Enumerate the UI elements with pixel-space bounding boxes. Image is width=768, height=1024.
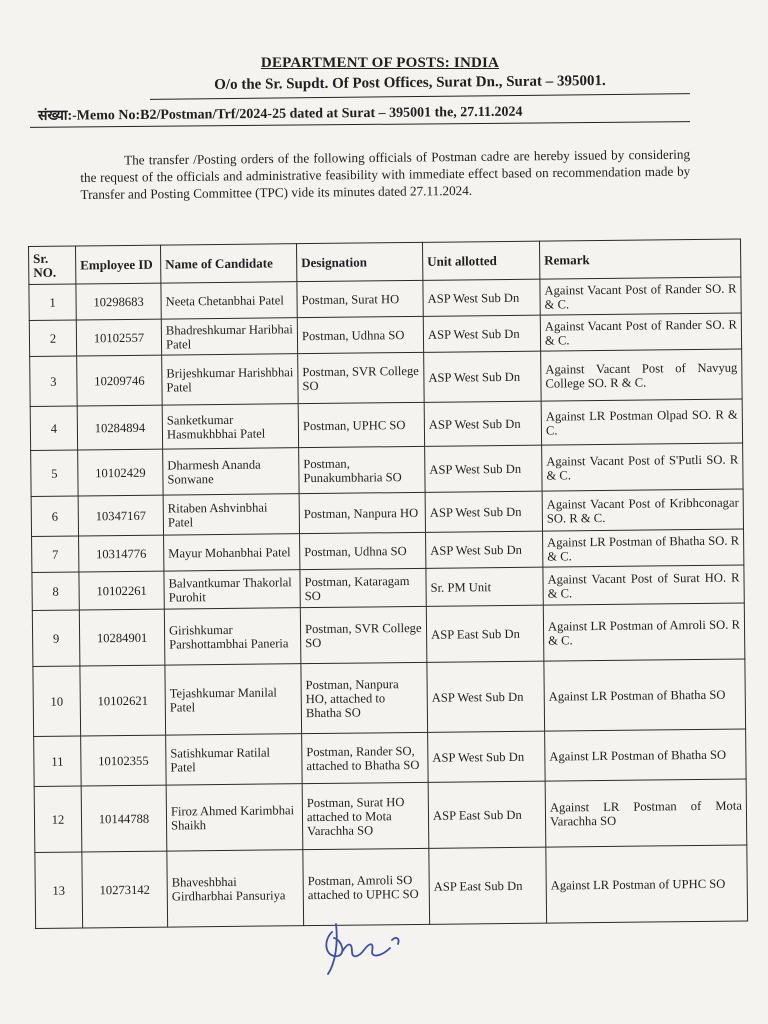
table-row (34, 779, 747, 852)
cell-employee-id: 10314776 (79, 535, 164, 572)
cell-name: Bhaveshbhai Girdharbhai Pansuriya (167, 850, 304, 927)
cell-remark: Against LR Postman of Amroli SO. R & C. (543, 603, 745, 661)
office-heading: O/o the Sr. Supdt. Of Post Offices, Surat Dn., Surat – 395001. (214, 72, 606, 94)
table-row (34, 729, 746, 786)
cell-unit: ASP West Sub Dn (425, 491, 542, 532)
cell-employee-id: 10298683 (76, 283, 161, 320)
cell-name: Brijeshkumar Harishbhai Patel (162, 354, 299, 405)
cell-employee-id: 10102429 (78, 449, 163, 496)
header-rule-top (150, 93, 690, 100)
cell-employee-id: 10347167 (78, 495, 163, 536)
cell-remark: Against Vacant Post of Navyug College SO. R & C. (541, 349, 743, 401)
cell-sr-no: 6 (31, 496, 78, 536)
cell-designation: Postman, Nanpura HO, attached to Bhatha SO (301, 662, 428, 733)
cell-employee-id: 10284894 (77, 405, 162, 450)
cell-designation: Postman, Surat HO attached to Mota Varachha SO (302, 782, 429, 849)
header-name: Name of Candidate (160, 244, 296, 283)
cell-unit: ASP East Sub Dn (429, 847, 547, 924)
cell-sr-no: 7 (32, 536, 79, 572)
cell-remark: Against Vacant Post of Rander SO. R & C. (540, 313, 741, 351)
cell-remark: Against LR Postman of Bhatha SO (545, 729, 747, 781)
intro-paragraph (80, 146, 691, 203)
cell-name: Tejashkumar Manilal Patel (165, 664, 302, 735)
cell-remark: Against LR Postman of UPHC SO (546, 845, 748, 923)
cell-name: Girishkumar Parshottambhai Paneria (164, 608, 301, 665)
cell-employee-id: 10102355 (81, 735, 167, 786)
department-heading: DEPARTMENT OF POSTS: INDIA (260, 55, 500, 71)
cell-name: Neeta Chetanbhai Patel (161, 282, 297, 319)
cell-designation: Postman, Udhna SO (297, 316, 423, 353)
cell-name: Balvantkumar Thakorlal Purohit (164, 570, 300, 609)
cell-remark: Against LR Postman of Mota Varachha SO (545, 779, 747, 847)
cell-designation: Postman, Kataragam SO (300, 568, 426, 607)
cell-unit: ASP West Sub Dn (423, 279, 540, 316)
cell-employee-id: 10102557 (76, 319, 161, 356)
cell-sr-no: 4 (30, 406, 77, 450)
table-row (32, 603, 745, 666)
header-designation: Designation (296, 242, 422, 281)
cell-designation: Postman, SVR College SO (300, 606, 427, 663)
cell-designation: Postman, Udhna SO (300, 532, 426, 569)
cell-unit: ASP West Sub Dn (424, 351, 542, 402)
cell-employee-id: 10273142 (82, 851, 168, 928)
cell-unit: ASP West Sub Dn (426, 531, 543, 568)
header-unit: Unit allotted (422, 241, 539, 280)
cell-sr-no: 10 (33, 666, 81, 736)
table-row (33, 659, 746, 736)
cell-designation: Postman, Nanpura HO (299, 492, 425, 533)
cell-unit: ASP East Sub Dn (426, 605, 544, 662)
cell-unit: ASP West Sub Dn (427, 661, 545, 732)
cell-unit: ASP East Sub Dn (428, 781, 546, 848)
transfer-table (28, 239, 748, 929)
cell-unit: ASP West Sub Dn (425, 445, 542, 492)
cell-name: Sanketkumar Hasmukhbhai Patel (162, 404, 298, 449)
handwritten-signature (312, 912, 412, 982)
cell-sr-no: 2 (29, 320, 76, 356)
cell-name: Ritaben Ashvinbhai Patel (163, 494, 299, 535)
cell-employee-id: 10284901 (79, 609, 165, 666)
cell-name: Firoz Ahmed Karimbhai Shaikh (166, 784, 303, 851)
table-row (30, 349, 742, 406)
cell-employee-id: 10102621 (80, 665, 166, 736)
cell-designation: Postman, Punakumbharia SO (299, 446, 425, 493)
cell-name: Satishkumar Ratilal Patel (166, 734, 303, 785)
table-row (30, 399, 742, 450)
cell-unit: Sr. PM Unit (426, 567, 543, 606)
cell-unit: ASP West Sub Dn (428, 731, 546, 782)
cell-designation: Postman, UPHC SO (298, 402, 424, 447)
cell-designation: Postman, Rander SO, attached to Bhatha SO (302, 732, 429, 783)
cell-sr-no: 3 (30, 356, 78, 406)
memo-line: संख्या:-Memo No:B2/Postman/Trf/2024-25 dated at Surat – 395001 the, 27.11.2024 (37, 104, 523, 124)
cell-remark: Against Vacant Post of Kribhconagar SO. R & C. (542, 489, 743, 531)
cell-designation: Postman, SVR College SO (298, 352, 425, 403)
cell-remark: Against LR Postman of Bhatha SO (544, 659, 746, 731)
cell-sr-no: 9 (32, 610, 80, 666)
cell-sr-no: 8 (32, 572, 79, 610)
cell-remark: Against Vacant Post of S'Putli SO. R & C. (542, 443, 743, 491)
cell-sr-no: 5 (31, 450, 78, 496)
cell-sr-no: 11 (34, 736, 82, 786)
intro-text: The transfer /Posting orders of the following officials of Postman cadre are hereby issued by considering the request of the officials and administrative feasibility with immediate effect based on recommendation made by Transfer and Posting Committee (TPC) vide its minutes dated 27.11.2024. (80, 146, 691, 202)
cell-unit: ASP West Sub Dn (424, 401, 541, 446)
cell-employee-id: 10209746 (77, 355, 163, 406)
cell-name: Bhadreshkumar Haribhai Patel (161, 318, 297, 355)
cell-name: Mayur Mohanbhai Patel (164, 534, 300, 571)
cell-sr-no: 13 (35, 852, 83, 928)
cell-remark: Against LR Postman of Bhatha SO. R & C. (543, 529, 744, 567)
cell-sr-no: 12 (34, 786, 82, 852)
cell-employee-id: 10102261 (79, 571, 164, 610)
cell-employee-id: 10144788 (81, 785, 167, 852)
cell-unit: ASP West Sub Dn (423, 315, 540, 352)
cell-remark: Against Vacant Post of Rander SO. R & C. (540, 277, 741, 315)
header-remark: Remark (539, 239, 740, 279)
cell-designation: Postman, Surat HO (297, 280, 423, 317)
header-employee-id: Employee ID (76, 245, 161, 284)
cell-name: Dharmesh Ananda Sonwane (163, 448, 299, 495)
header-sr-no: Sr. NO. (29, 246, 76, 284)
table-row (31, 443, 743, 496)
cell-remark: Against Vacant Post of Surat HO. R & C. (543, 565, 744, 605)
cell-designation: Postman, Amroli SO attached to UPHC SO (303, 848, 430, 925)
cell-sr-no: 1 (29, 284, 76, 320)
cell-remark: Against LR Postman Olpad SO. R & C. (541, 399, 742, 445)
